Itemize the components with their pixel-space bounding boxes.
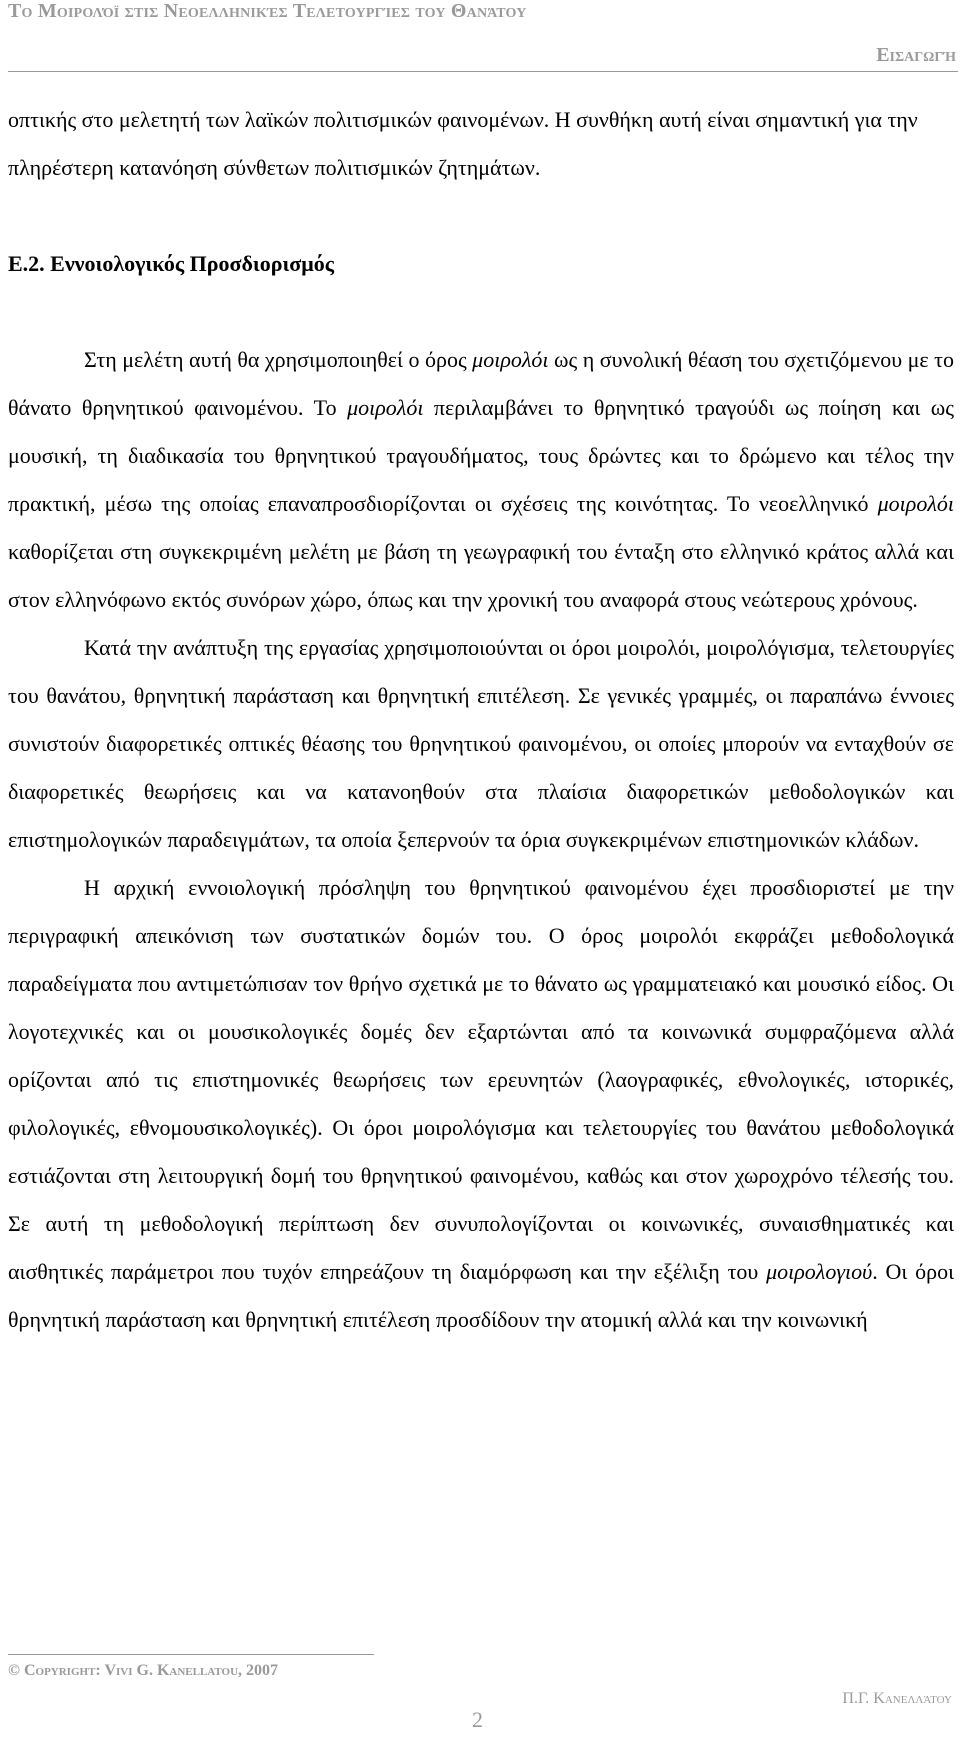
text-run: περιλαμβάνει το θρηνητικό τραγούδι ως ποίηση και ως μουσική, τη διαδικασία του θρηνητικού τραγουδήματος, τους δρώντες και το δρώμενο και τέλος την πρακτική, μέσω της οποίας επαναπροσδιορίζονται οι σχέσεις της κοινότητας. Το νεοελληνικό (8, 395, 954, 516)
text-run: Η αρχική εννοιολογική πρόσληψη του θρηνητικού φαινομένου έχει προσδιοριστεί με την περιγραφική απεικόνιση των συστατικών δομών του. Ο όρος μοιρολόι εκφράζει μεθοδολογικά παραδείγματα που αντιμετώπισαν τον θρήνο σχετικά με το θάνατο ως γραμματειακό και μουσικό είδος. Οι λογοτεχνικές και οι μουσικολογικές δομές δεν εξαρτώνται από τα κοινωνικά συμφραζόμενα αλλά ορίζονται από τις επιστημονικές θεωρήσεις των ερευνητών (λαογραφικές, εθνολογικές, ιστορικές, φιλολογικές, εθνομουσικολογικές). Οι όροι μοιρολόγισμα και τελετουργίες του θανάτου μεθοδολογικά εστιάζονται στη λειτουργική δομή του θρηνητικού φαινομένου, καθώς και στον χωροχρόνο τέλεσής του. Σε αυτή τη μεθοδολογική περίπτωση δεν συνυπολογίζονται οι κοινωνικές, συναισθηματικές και αισθητικές παράμετροι που τυχόν επηρεάζουν τη διαμόρφωση και την εξέλιξη του (8, 875, 954, 1284)
emphasis-term: μοιρολογιού (766, 1259, 873, 1284)
header-divider (8, 71, 958, 72)
running-header-section: Εισαγωγή (876, 44, 956, 66)
text-run: ως η συνολική θέαση του σχετιζόμενου με το θάνατο θρηνητικού φαινομένου. Το (8, 347, 954, 420)
section-heading: Ε.2. Εννοιολογικός Προσδιορισμός (8, 251, 335, 276)
page-number: 2 (472, 1707, 483, 1732)
emphasis-term: μοιρολόι (347, 395, 424, 420)
text-run: Στη μελέτη αυτή θα χρησιμοποιηθεί ο όρος (84, 347, 473, 372)
document-body (8, 96, 954, 1344)
paragraph-terms: Κατά την ανάπτυξη της εργασίας χρησιμοποιούνται οι όροι μοιρολόι, μοιρολόγισμα, τελετουργίες του θανάτου, θρηνητική παράσταση και θρηνητική επιτέλεση. Σε γενικές γραμμές, οι παραπάνω έννοιες συνιστούν διαφορετικές οπτικές θέασης του θρηνητικού φαινομένου, οι οποίες μπορούν να ενταχθούν σε διαφορετικές θεωρήσεις και να κατανοηθούν στα πλαίσια διαφορετικών μεθοδολογικών και επιστημολογικών παραδειγμάτων, τα οποία ξεπερνούν τα όρια συγκεκριμένων επιστημονικών κλάδων. (8, 635, 954, 852)
paragraph-conception (8, 864, 954, 1344)
paragraph-definition (8, 336, 954, 624)
emphasis-term: μοιρολόι (472, 347, 549, 372)
emphasis-term: μοιρολόι (877, 491, 954, 516)
paragraph-continuation: οπτικής στο μελετητή των λαϊκών πολιτισμικών φαινομένων. Η συνθήκη αυτή είναι σημαντική για την πληρέστερη κατανόηση σύνθετων πολιτισμικών ζητημάτων. (8, 107, 918, 180)
text-run: . Οι όροι θρηνητική παράσταση και θρηνητική επιτέλεση προσδίδουν την ατομική αλλά και την κοινωνική (8, 1259, 954, 1332)
running-header-title: Το Μοιρολόϊ στις Νεοελληνικές Τελετουργίες του Θανάτου (8, 0, 527, 22)
footer-copyright: © Copyright: Vivi G. Kanellatou, 2007 (8, 1662, 279, 1679)
footer-author: Π.Γ. Κανελλάτου (842, 1690, 952, 1707)
footer-divider (8, 1654, 374, 1655)
paragraph-spacer (8, 192, 954, 240)
paragraph-spacer (8, 288, 954, 336)
text-run: καθορίζεται στη συγκεκριμένη μελέτη με βάση τη γεωγραφική του ένταξη στο ελληνικό κράτος αλλά και στον ελληνόφωνο εκτός συνόρων χώρο, όπως και την χρονική του αναφορά στους νεώτερους χρόνους. (8, 539, 954, 612)
